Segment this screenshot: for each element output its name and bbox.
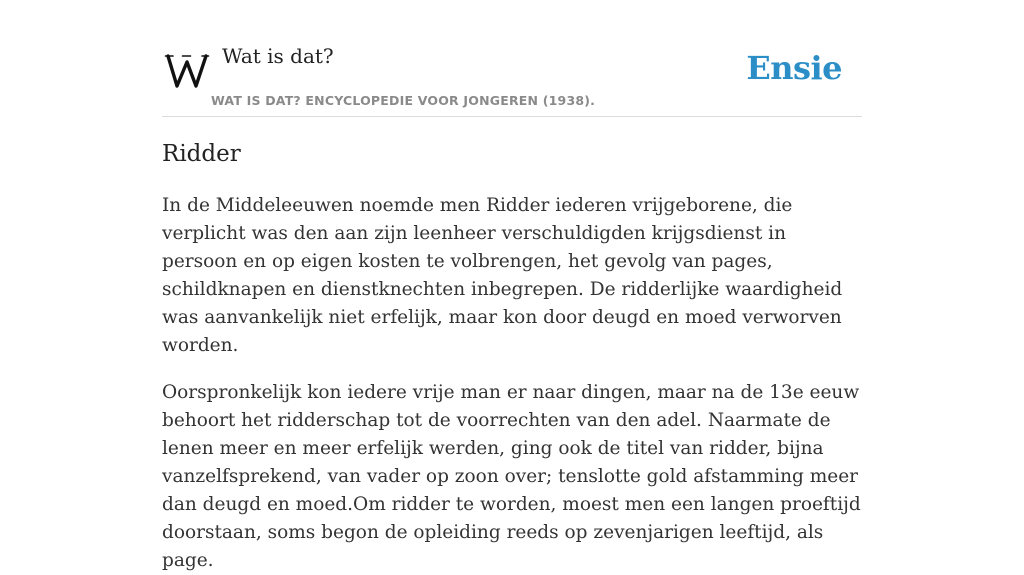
source-title[interactable]: Wat is dat? [222, 44, 334, 68]
source-subtitle: WAT IS DAT? ENCYCLOPEDIE VOOR JONGEREN (1938). [211, 93, 596, 108]
article-paragraph: Oorspronkelijk kon iedere vrije man er naar dingen, maar na de 13e eeuw behoort het ridderschap tot de voorrechten van den adel. Naarmate de lenen meer en meer erfelijk werden, ging ook de titel van ridder, bijna vanzelfsprekend, van vader op zoon over; tenslotte gold afstamming meer dan deugd en moed.Om ridder te worden, moest men een langen proeftijd doorstaan, soms begon de opleiding reeds op zevenjarigen leeftijd, als page. [162, 382, 861, 571]
wikipedia-w-icon[interactable] [165, 52, 209, 90]
article [162, 136, 866, 575]
article-title: Ridder [162, 141, 241, 167]
article-paragraph: In de Middeleeuwen noemde men Ridder iederen vrijgeborene, die verplicht was den aan zijn leenheer verschuldigden krijgsdienst in persoon en op eigen kosten te volbrengen, het gevolg van pages, schildknapen en dienstknechten inbegrepen. De ridderlijke waardigheid was aanvankelijk niet erfelijk, maar kon door deugd en moed verworven worden. [162, 195, 843, 356]
header [162, 0, 862, 117]
brand-logo[interactable]: Ensie [746, 49, 842, 87]
